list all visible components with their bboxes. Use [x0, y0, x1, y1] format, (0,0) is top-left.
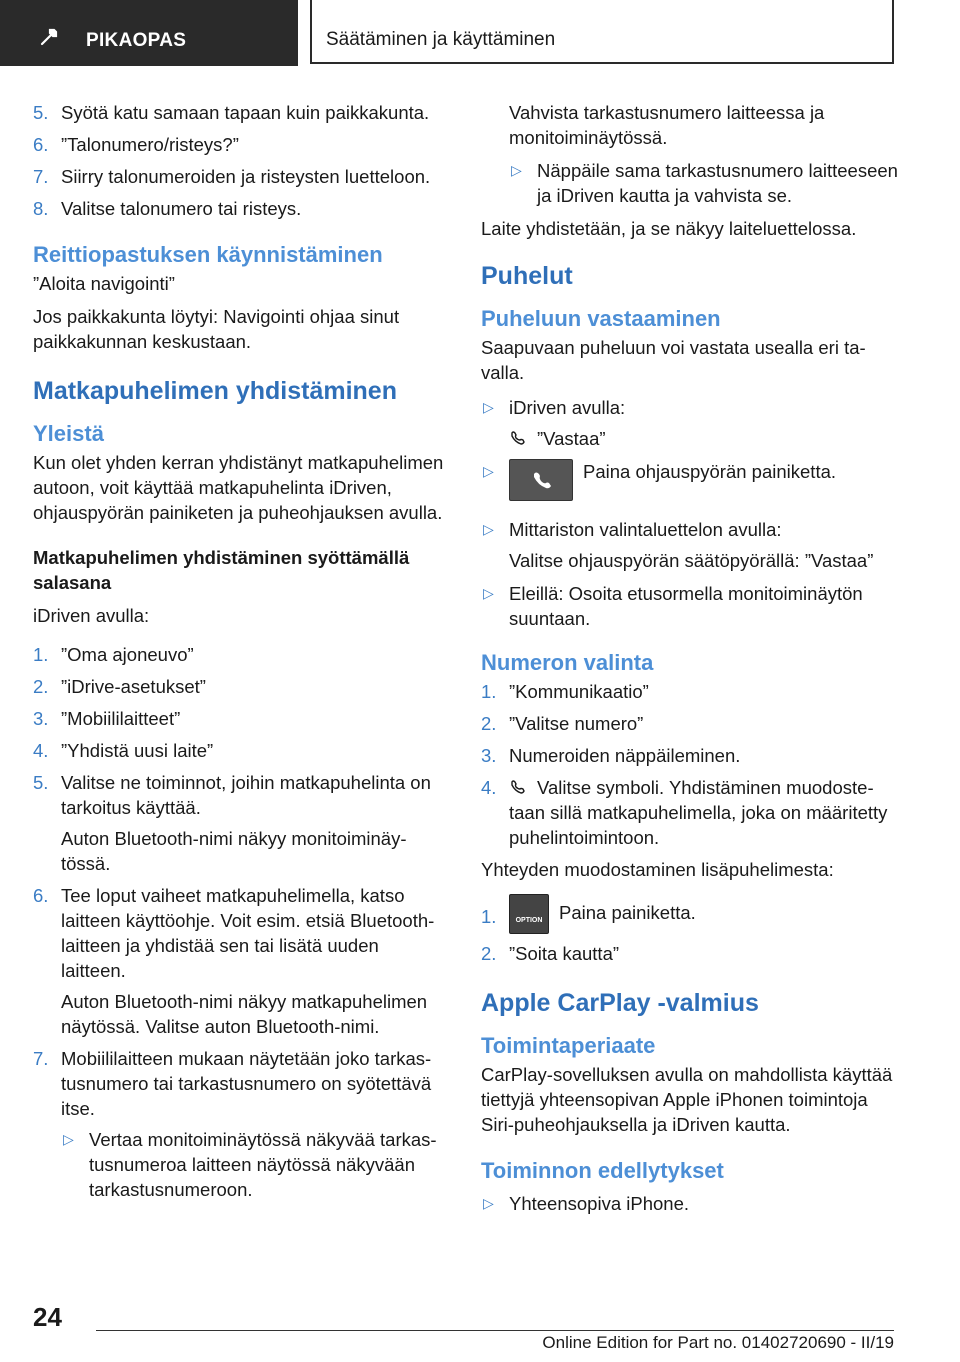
device-connected-text: Laite yhdistetään, ja se näkyy laiteluettelossa. — [481, 218, 857, 239]
left-column — [33, 100, 448, 1210]
footer-divider — [96, 1330, 894, 1331]
extra-phone-steps — [481, 894, 901, 966]
bullet-triangle-icon: ▷ — [483, 521, 494, 537]
list-item: 6. ”Talonumero/risteys?” — [33, 134, 239, 155]
bullet-triangle-icon: ▷ — [483, 463, 494, 479]
bullet-item: ▷ Eleillä: Osoita etusormella monitoiminäytön suuntaan. — [483, 583, 863, 629]
bullet-triangle-icon: ▷ — [511, 162, 522, 178]
bullet-triangle-icon: ▷ — [63, 1131, 74, 1147]
extra-phone-text: Yhteyden muodostaminen lisäpuhelimesta: — [481, 859, 834, 880]
bullet-item: ▷ Mittariston valintaluettelon avulla: Valitse ohjauspyörän säätöpyörällä: ”Vastaa” — [483, 519, 874, 571]
password-intro: iDriven avulla: — [33, 605, 150, 626]
bullet-item: ▷ Paina ohjauspyörän painiketta. — [481, 459, 901, 501]
footer-edition: Online Edition for Part no. 01402720690 - II/19 — [542, 1333, 894, 1352]
list-item: 1. ”Oma ajoneuvo” — [33, 644, 194, 665]
list-item: 5. Valitse ne toiminnot, joihin matkapuhelinta on tarkoitus käyttää. Auton Bluetooth-nimi näkyy monitoiminäytössä. — [33, 770, 448, 876]
general-paragraph: Kun olet yhden kerran yhdistänyt matkapuhelimen autoon, voit käyttää matkapuhelinta iDriven, ohjauspyörän painiketen ja puheohjauksen avulla. — [33, 452, 444, 523]
list-item: 2. ”iDrive-asetukset” — [33, 676, 206, 697]
password-heading: Matkapuhelimen yhdistäminen syöttämällä salasana — [33, 547, 410, 593]
list-item: 2. ”Valitse numero” — [481, 713, 644, 734]
dial-steps-list — [481, 679, 901, 850]
quick-guide-label: PIKAOPAS — [86, 30, 187, 51]
phone-connect-heading: Matkapuhelimen yhdistäminen — [33, 377, 397, 405]
general-heading: Yleistä — [33, 421, 104, 446]
calls-heading: Puhelut — [481, 262, 573, 290]
route-command: ”Aloita navigointi” — [33, 273, 175, 294]
list-item: 4. ”Yhdistä uusi laite” — [33, 740, 214, 761]
right-column — [481, 100, 901, 1224]
bullet-triangle-icon: ▷ — [483, 585, 494, 601]
list-item: 1. ”Kommunikaatio” — [481, 681, 649, 702]
wrench-icon — [40, 28, 62, 46]
list-item: 7. Mobiililaitteen mukaan näytetään joko tarkastusnumero tai tarkastusnumero on syötettävä itse. ▷ Vertaa monitoiminäytössä näkyvää tarkastusnumeroa laitteen näytössä näkyvään tarkastusnumeroon. — [33, 1046, 448, 1202]
principle-heading: Toimintaperiaate — [481, 1033, 656, 1058]
bullet-item: ▷ Yhteensopiva iPhone. — [483, 1193, 689, 1214]
answer-paragraph: Saapuvaan puheluun voi vastata usealla eri tavalla. — [481, 337, 866, 383]
phone-handset-icon — [509, 429, 527, 447]
section-title: Säätäminen ja käyttäminen — [326, 29, 556, 50]
connect-steps-list — [33, 642, 448, 1202]
page-number: 24 — [33, 1302, 62, 1332]
list-item: 4. Valitse symboli. Yhdistäminen muodostetaan sillä matkapuhelimella, joka on määritetty puhelintoimintoon. — [481, 777, 888, 848]
phone-handset-icon — [509, 778, 527, 796]
requirements-heading: Toiminnon edellytykset — [481, 1158, 724, 1183]
number-selection-heading: Numeron valinta — [481, 650, 654, 675]
bullet-triangle-icon: ▷ — [483, 1195, 494, 1211]
answer-heading: Puheluun vastaaminen — [481, 306, 721, 331]
list-item-note: Auton Bluetooth-nimi näkyy monitoiminäytössä. — [61, 828, 407, 874]
list-item: 6. Tee loput vaiheet matkapuhelimella, katso laitteen käyttöohje. Voit esim. etsiä Bluetooth-laitteen ja yhdistää sen tai lisätä uuden laitteen. Auton Bluetooth-nimi näkyy matkapuhelimen näytössä. Valitse auton Bluetooth-nimi. — [33, 883, 448, 1039]
list-item: 1. OPTION Paina painiketta. — [481, 894, 901, 934]
page-header — [0, 0, 960, 66]
list-item: 7. Siirry talonumeroiden ja risteysten luetteloon. — [33, 166, 431, 187]
bullet-item: ▷ Vertaa monitoiminäytössä näkyvää tarkastusnumeroa laitteen näytössä näkyvään tarkastusnumeroon. — [63, 1129, 437, 1200]
route-heading: Reittiopastuksen käynnistäminen — [33, 242, 383, 267]
list-item: 5. Syötä katu samaan tapaan kuin paikkakunta. — [33, 102, 430, 123]
quick-guide-tab[interactable] — [0, 0, 298, 66]
option-button-image: OPTION — [509, 894, 549, 934]
phone-handset-icon — [510, 460, 572, 500]
bullet-item: ▷ Näppäile sama tarkastusnumero laitteeseen ja iDriven kautta ja vahvista se. — [511, 160, 898, 206]
steering-phone-button-image — [509, 459, 573, 501]
list-item: 2. ”Soita kautta” — [481, 943, 620, 964]
route-description: Jos paikkakunta löytyi: Navigointi ohjaa sinut paikkakunnan keskustaan. — [33, 306, 400, 352]
carplay-heading: Apple CarPlay -valmius — [481, 989, 759, 1017]
list-item: 3. ”Mobiililaitteet” — [33, 708, 181, 729]
list-item: 8. Valitse talonumero tai risteys. — [33, 198, 302, 219]
section-tab[interactable] — [310, 0, 894, 64]
continued-text: Vahvista tarkastusnumero laitteessa ja monitoiminäytössä. ▷ Näppäile sama tarkastusnumero laitteeseen ja iDriven kautta ja vahvista se. — [481, 100, 901, 208]
list-item: 3. Numeroiden näppäileminen. — [481, 745, 741, 766]
list-item-note: Auton Bluetooth-nimi näkyy matkapuhelimen näytössä. Valitse auton Bluetooth-nimi. — [61, 991, 428, 1037]
street-steps-list — [33, 100, 448, 221]
bullet-triangle-icon: ▷ — [483, 399, 494, 415]
bullet-item: ▷ iDriven avulla: ”Vastaa” — [483, 397, 626, 449]
principle-paragraph: CarPlay-sovelluksen avulla on mahdollista käyttää tiettyjä yhteensopivan Apple iPhonen toimintoja Siri-puheohjauksella ja iDriven kautta. — [481, 1064, 893, 1135]
